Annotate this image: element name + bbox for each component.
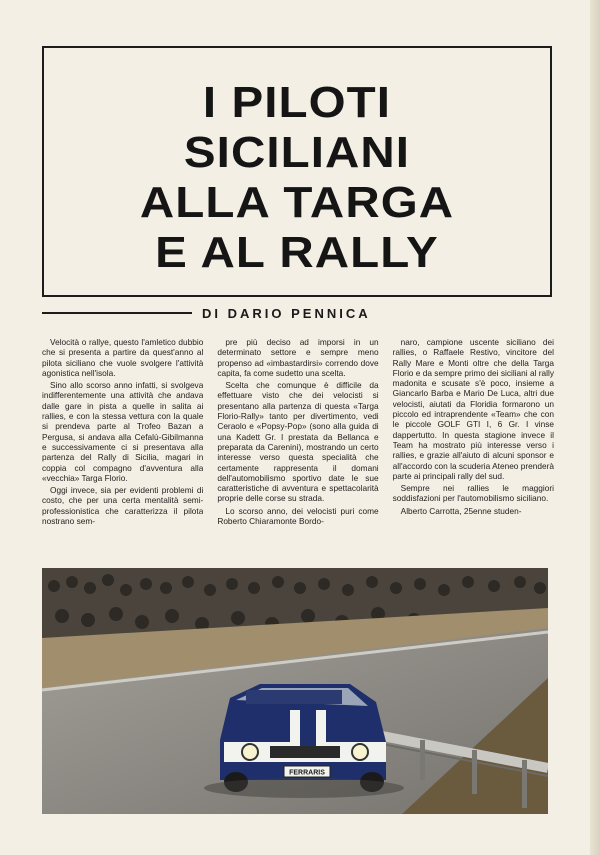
rally-car: [220, 684, 386, 792]
paragraph: naro, campione uscente siciliano dei rallies, o Raffaele Restivo, vincitore del Rally Mare e Monti oltre che della Targa Florio e da sempre primo dei siciliani al rally madonita e scusate s'è poco, insieme a Giancarlo Barba e Mario De Luca, altri due velocisti, aiutati da Floridia formarono un piccolo ed intraprendente «Team» che con le piccole GOLF GTI I, 6 Gr. I vinse dappertutto. In questa stagione invece il Team ha mostrato più interesse verso i rallies, e grazie all'aiuto di alcuni sponsor e all'accordo con la scuderia Ateneo prenderà parte ai principali rally del sud.: [392, 337, 554, 481]
page-edge: [590, 0, 600, 855]
headline: [44, 78, 550, 278]
car-shadow: [204, 778, 404, 798]
headline-line-4: E AL RALLY: [155, 228, 439, 277]
headline-line-1: I PILOTI: [202, 78, 392, 127]
byline-row: [42, 302, 554, 324]
paragraph: Alberto Carrotta, 25enne studen-: [400, 505, 522, 516]
paragraph: pre più deciso ad imporsi in un determinato settore e sempre meno propenso ad «imbastardirsi» correndo dove capita, fa come sudetto una scelta.: [217, 337, 379, 378]
license-plate: FERRARIS: [289, 769, 325, 777]
article-column-2: [217, 337, 378, 559]
rally-photo: [42, 568, 548, 814]
article-column-3: [393, 337, 554, 559]
paragraph: Velocità o rallye, questo l'amletico dubbio che si presenta a partire da quest'anno al pilota siciliano che vuole svolgere l'attività agonistica nell'isola.: [42, 337, 204, 378]
paragraph: Lo scorso anno, dei velocisti puri come Roberto Chiaramonte Bordo-: [217, 505, 379, 527]
byline: DI DARIO PENNICA: [202, 305, 371, 321]
paragraph: Scelta che comunque è difficile da effettuare visto che dei velocisti si presentano alla partenza di questa «Targa Florio-Rally» tanto per divertimento, vedi Ceraolo e «Popsy-Pop» (sono alla guida di una Kadett Gr. I prestata da Bellanca e preparata da Carenini), mostrando un certo interesse verso questa specialità che certamente rappresenta il domani dell'automobilismo sportivo date le sue caratteristiche di avventura e spettacolarità proprie delle corse su strada.: [217, 380, 379, 504]
article-body: [42, 337, 554, 559]
headline-line-2: SICILIANI: [183, 128, 411, 177]
paragraph: Sino allo scorso anno infatti, si svolgeva indifferentemente una attività che andava dalle gare in pista a quelle in salita ai rallies, e con la stessa vettura con la quale si prendeva parte al Trofeo Bazan a Pergusa, si andava alla Cefalù-Gibilmanna e successivamente ci si presentava alla partenza del Rally di Sicilia, magari in coppia col compagno d'avventura alla «vecchia» Targa Florio.: [42, 380, 204, 483]
rally-photo-illustration: [42, 568, 548, 814]
paragraph: Oggi invece, sia per evidenti problemi di costo, che per una certa mentalità semi-professionistica che caratterizza il pilota nostrano sem-: [42, 485, 204, 527]
headline-line-3: ALLA TARGA: [139, 178, 455, 227]
byline-rule: [42, 312, 192, 314]
article-column-1: [42, 337, 203, 559]
paragraph: Sempre nei rallies le maggiori soddisfazioni per l'automobilismo siciliano.: [392, 483, 554, 504]
title-box: [42, 46, 552, 297]
